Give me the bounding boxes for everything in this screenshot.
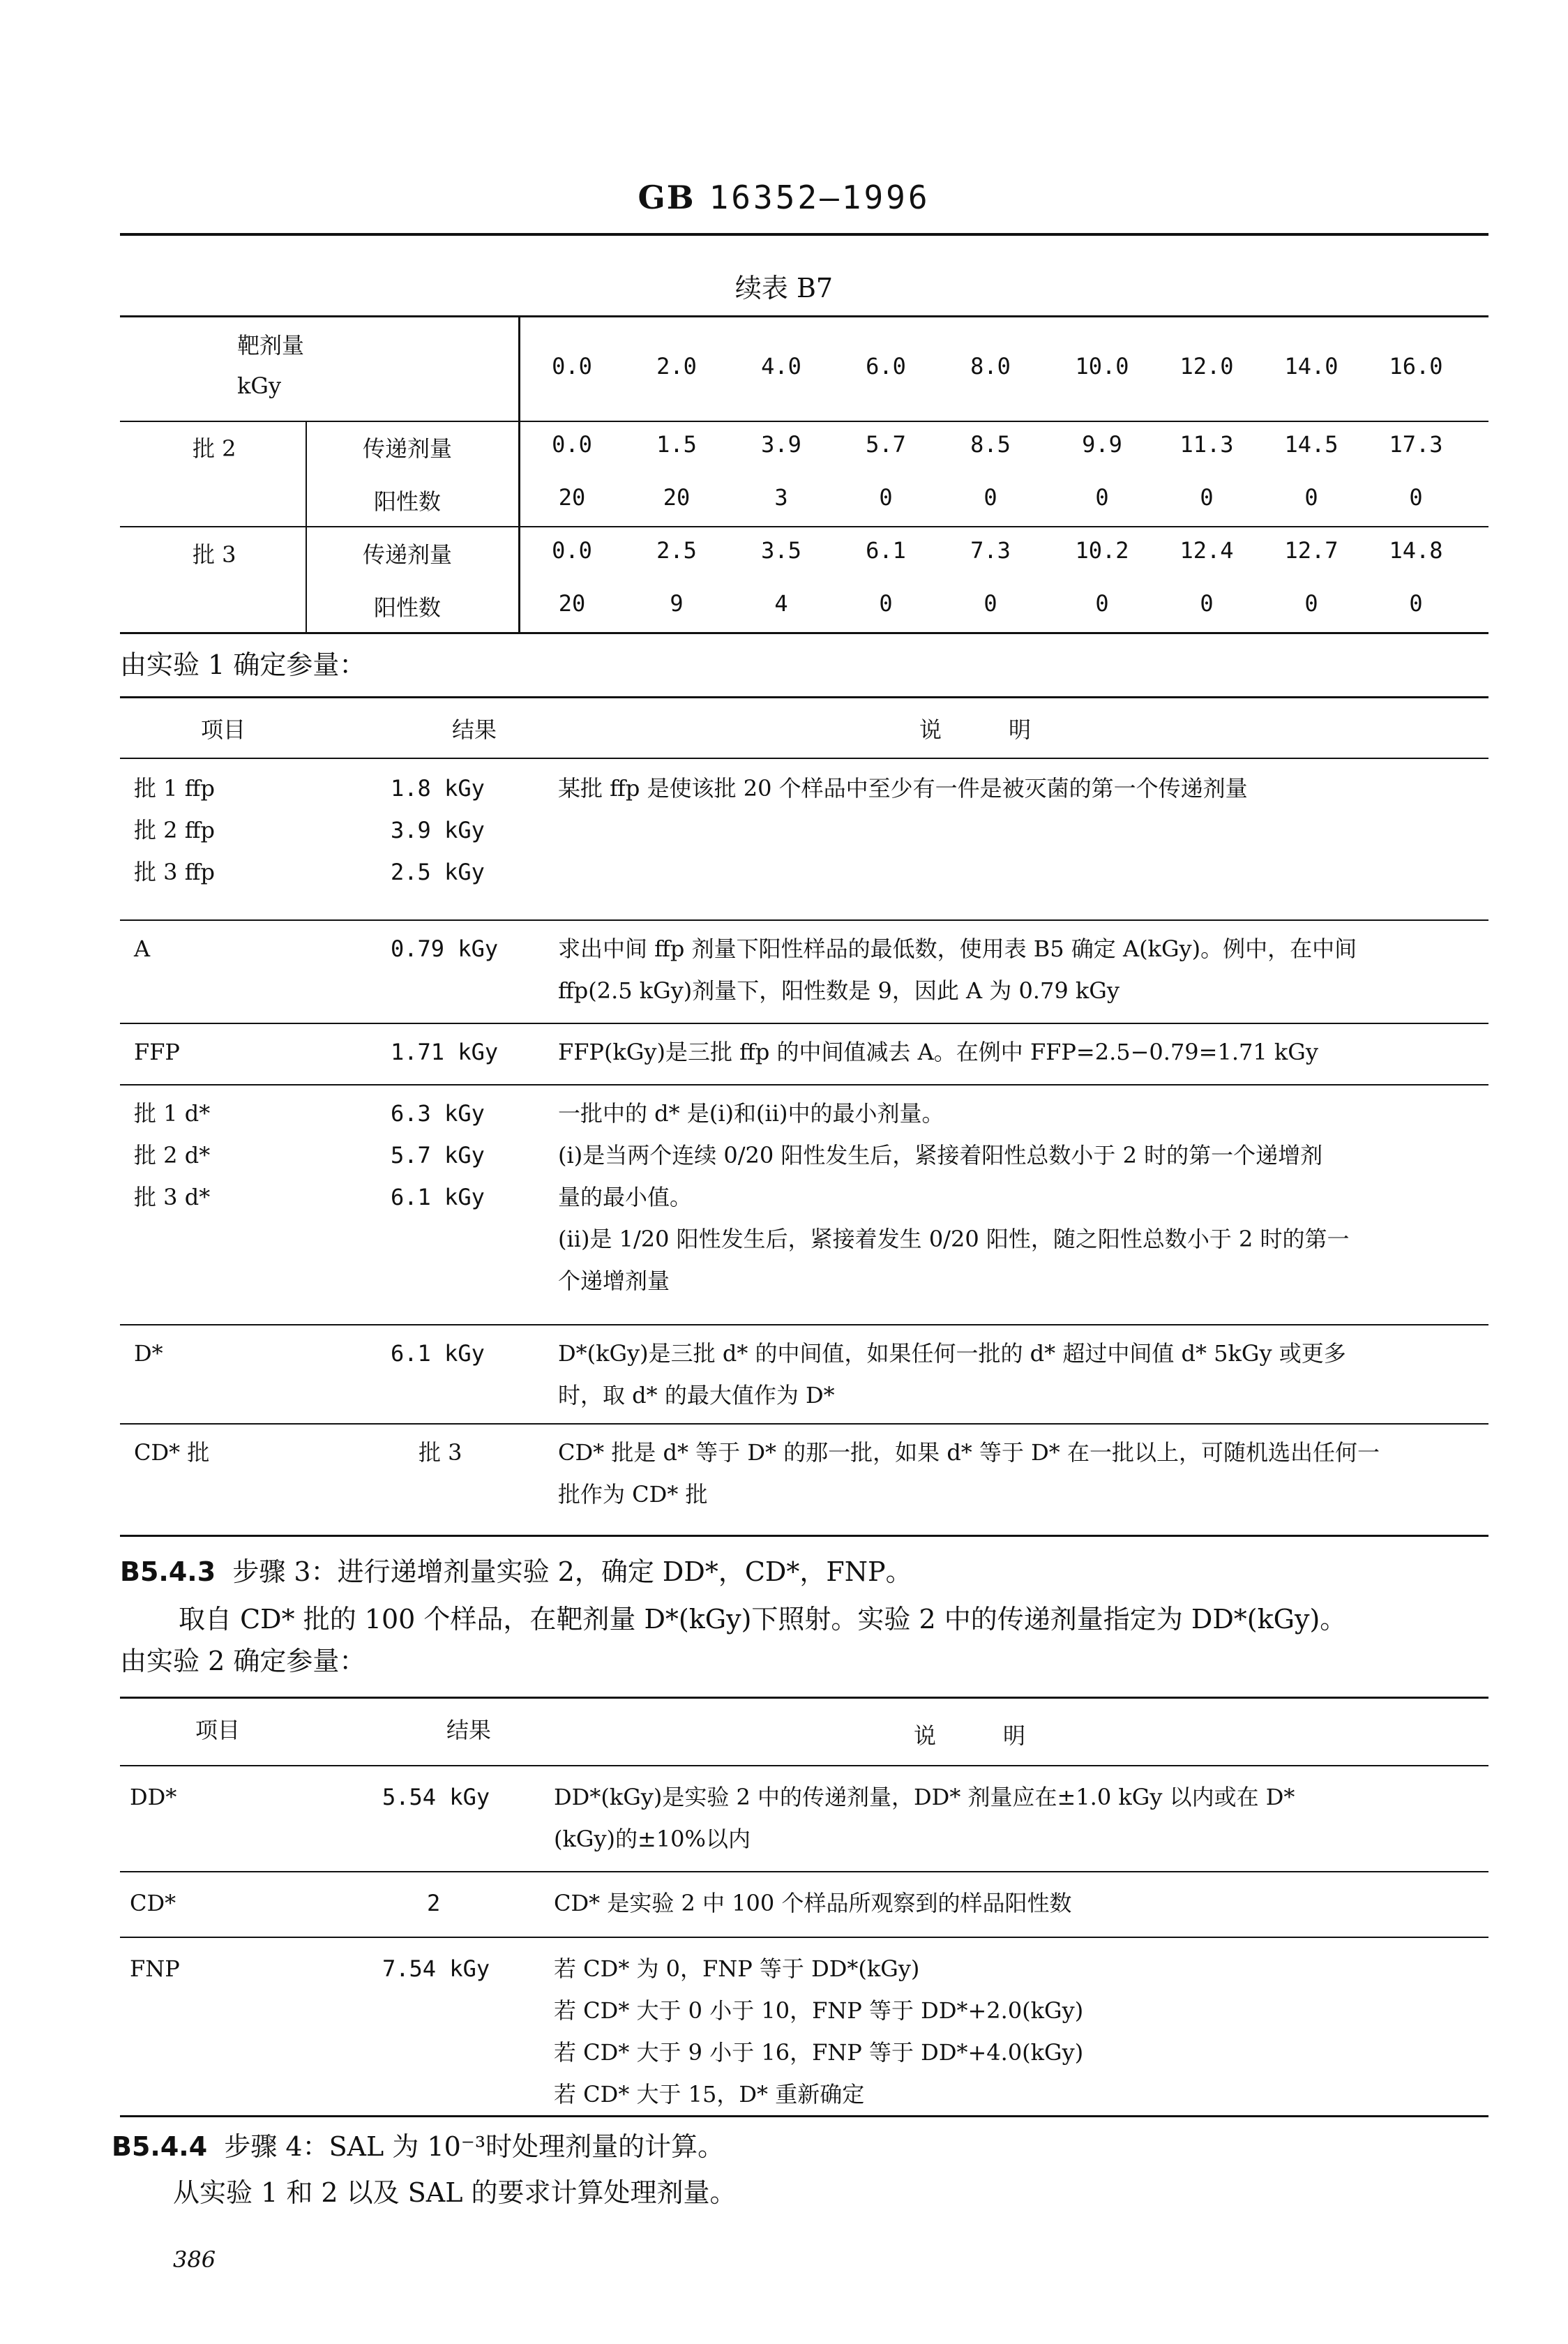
batch-label: 批 2 [193,435,236,462]
positive-count-value: 9 [670,590,684,617]
description-line: 若 CD* 大于 15，D* 重新确定 [554,2081,865,2108]
parameter-description [554,1882,1475,1924]
delivered-dose-value: 2.5 [656,537,697,564]
parameter-item: 批 3 d* [134,1184,211,1210]
delivered-dose-value: 3.5 [761,537,801,564]
target-dose-value: 8.0 [970,353,1011,380]
parameter-item: FNP [130,1955,180,1982]
description-line: 个递增剂量 [558,1268,670,1294]
target-dose-value: 14.0 [1284,353,1339,380]
step3-title: 步骤 3：进行递增剂量实验 2，确定 DD*，CD*，FNP。 [232,1556,912,1587]
positive-count-value: 3 [774,484,788,511]
delivered-dose-value: 8.5 [970,431,1011,458]
column-header-item: 项目 [195,1717,241,1743]
step3-paragraph: 取自 CD* 批的 100 个样品，在靶剂量 D*(kGy)下照射。实验 2 中的传递剂量指定为 DD*(kGy)。 [179,1604,1347,1635]
description-line: CD* 批是 d* 等于 D* 的那一批，如果 d* 等于 D* 在一批以上，可随机选出任何一 [558,1439,1380,1466]
target-dose-value: 2.0 [656,353,697,380]
delivered-dose-value: 7.3 [970,537,1011,564]
description-line: 求出中间 ffp 剂量下阳性样品的最低数，使用表 B5 确定 A(kGy)。例中，在中间 [558,936,1357,962]
table-rule [120,1697,1488,1699]
table-rule [120,315,1488,317]
positive-count-value: 0 [1200,590,1214,617]
parameter-item: 批 1 ffp [134,775,215,802]
target-dose-value: 10.0 [1075,353,1129,380]
description-line: 时，取 d* 的最大值作为 D* [558,1382,835,1408]
exp2-intro: 由实验 2 确定参量： [120,1646,366,1676]
section-number: B5.4.3 [120,1556,216,1587]
parameter-description [558,1092,1479,1302]
parameter-description [558,928,1479,1012]
parameter-result: 批 3 [419,1439,462,1466]
parameter-result: 1.8 kGy [391,775,485,802]
positive-count-value: 0 [1304,484,1318,511]
positive-count-value: 0 [1304,590,1318,617]
positive-count-value: 0 [1095,590,1109,617]
parameter-item: A [134,936,151,962]
target-dose-value: 4.0 [761,353,801,380]
parameter-description [554,1948,1475,2115]
delivered-dose-value: 14.8 [1389,537,1443,564]
parameter-result: 2 [427,1890,441,1916]
positive-count-value: 0 [1409,590,1423,617]
delivered-dose-value: 0.0 [552,431,592,458]
parameter-result: 2.5 kGy [391,859,485,885]
delivered-dose-value: 5.7 [866,431,906,458]
positive-count-value: 0 [879,590,893,617]
column-rule [518,315,520,633]
parameter-result: 6.1 kGy [391,1340,485,1367]
parameter-result: 1.71 kGy [391,1039,499,1065]
description-line: 批作为 CD* 批 [558,1481,708,1508]
batch-label: 批 3 [193,541,236,568]
header-rule [120,233,1488,236]
description-line: CD* 是实验 2 中 100 个样品所观察到的样品阳性数 [554,1890,1072,1916]
table-rule [120,526,1488,527]
parameter-item: 批 1 d* [134,1100,211,1127]
parameter-item: 批 2 d* [134,1142,211,1169]
delivered-dose-value: 3.9 [761,431,801,458]
description-line: (ii)是 1/20 阳性发生后，紧接着发生 0/20 阳性，随之阳性总数小于 2 时的第一 [558,1226,1350,1252]
table-rule [120,1765,1488,1766]
column-rule [306,421,307,633]
description-line: 一批中的 d* 是(i)和(ii)中的最小剂量。 [558,1100,944,1127]
parameter-description [558,767,1479,809]
delivered-dose-value: 17.3 [1389,431,1443,458]
table-rule [120,632,1488,634]
parameter-item: CD* 批 [134,1439,210,1466]
column-header-item: 项目 [201,716,246,743]
page-number: 386 [173,2246,216,2273]
description-line: 若 CD* 为 0，FNP 等于 DD*(kGy) [554,1955,920,1982]
step4-paragraph: 从实验 1 和 2 以及 SAL 的要求计算处理剂量。 [173,2177,737,2208]
table-rule [120,1535,1488,1537]
delivered-dose-value: 11.3 [1179,431,1234,458]
description-line: 某批 ffp 是使该批 20 个样品中至少有一件是被灭菌的第一个传递剂量 [558,775,1248,802]
table-rule [120,1084,1488,1085]
target-dose-value: 16.0 [1389,353,1443,380]
description-line: (i)是当两个连续 0/20 阳性发生后，紧接着阳性总数小于 2 时的第一个递增剂 [558,1142,1323,1169]
delivered-dose-value: 14.5 [1284,431,1339,458]
description-line: DD*(kGy)是实验 2 中的传递剂量，DD* 剂量应在±1.0 kGy 以内或在 D* [554,1784,1295,1810]
parameter-item: DD* [130,1784,177,1810]
table-rule [120,696,1488,698]
column-header-result: 结果 [446,1717,492,1743]
positive-count-value: 20 [558,590,586,617]
table-title: 续表 B7 [734,273,834,303]
exp1-intro: 由实验 1 确定参量： [120,649,366,680]
section-number: B5.4.4 [112,2131,208,2162]
step3-heading [120,1550,912,1588]
parameter-description [554,1776,1475,1860]
positive-count-value: 0 [983,590,997,617]
target-dose-unit: kGy [237,373,282,399]
table-rule [120,1937,1488,1938]
table-rule [120,1324,1488,1325]
description-line: 若 CD* 大于 9 小于 16，FNP 等于 DD*+4.0(kGy) [554,2039,1084,2066]
table-rule [120,421,1488,422]
row-label: 阳性数 [374,488,442,515]
table-rule [120,1871,1488,1872]
table-rule [120,758,1488,759]
parameter-description [558,1332,1479,1416]
parameter-result: 5.54 kGy [382,1784,490,1810]
parameter-item: D* [134,1340,163,1367]
delivered-dose-value: 12.4 [1179,537,1234,564]
parameter-result: 6.3 kGy [391,1100,485,1127]
table-rule [120,2115,1488,2117]
parameter-item: FFP [134,1039,180,1065]
positive-count-value: 20 [558,484,586,511]
table-rule [120,919,1488,921]
step4-heading [112,2125,724,2163]
description-line: D*(kGy)是三批 d* 的中间值，如果任何一批的 d* 超过中间值 d* 5kGy 或更多 [558,1340,1346,1367]
parameter-item: 批 2 ffp [134,817,215,843]
description-line: ffp(2.5 kGy)剂量下，阳性数是 9，因此 A 为 0.79 kGy [558,977,1120,1004]
row-label: 阳性数 [374,594,442,621]
row-label: 传递剂量 [363,541,453,568]
target-dose-value: 6.0 [866,353,906,380]
parameter-item: 批 3 ffp [134,859,215,885]
column-header-result: 结果 [452,716,497,743]
description-line: FFP(kGy)是三批 ffp 的中间值减去 A。在例中 FFP=2.5−0.79=1.71 kGy [558,1039,1318,1065]
positive-count-value: 4 [774,590,788,617]
positive-count-value: 20 [663,484,691,511]
description-line: 若 CD* 大于 0 小于 10，FNP 等于 DD*+2.0(kGy) [554,1997,1084,2024]
standard-prefix: GB [638,179,695,216]
parameter-result: 5.7 kGy [391,1142,485,1169]
standard-header [0,179,1568,216]
table-rule [120,1423,1488,1425]
parameter-description [558,1432,1479,1515]
target-dose-value: 0.0 [552,353,592,380]
parameter-result: 3.9 kGy [391,817,485,843]
description-line: 量的最小值。 [558,1184,693,1210]
positive-count-value: 0 [983,484,997,511]
positive-count-value: 0 [1409,484,1423,511]
parameter-item: CD* [130,1890,176,1916]
parameter-result: 0.79 kGy [391,936,499,962]
row-label: 传递剂量 [363,435,453,462]
delivered-dose-value: 6.1 [866,537,906,564]
column-header-description: 说 明 [919,716,1032,743]
parameter-result: 7.54 kGy [382,1955,490,1982]
delivered-dose-value: 9.9 [1082,431,1122,458]
delivered-dose-value: 1.5 [656,431,697,458]
positive-count-value: 0 [1095,484,1109,511]
column-header-description: 说 明 [914,1722,1026,1749]
positive-count-value: 0 [1200,484,1214,511]
target-dose-value: 12.0 [1179,353,1234,380]
standard-number: 16352—1996 [709,179,930,216]
target-dose-label: 靶剂量 [237,332,305,359]
delivered-dose-value: 12.7 [1284,537,1339,564]
parameter-description [558,1031,1479,1073]
parameter-result: 6.1 kGy [391,1184,485,1210]
delivered-dose-value: 0.0 [552,537,592,564]
positive-count-value: 0 [879,484,893,511]
step4-title: 步骤 4：SAL 为 10⁻³时处理剂量的计算。 [224,2131,725,2162]
description-line: (kGy)的±10%以内 [554,1826,751,1852]
table-rule [120,1023,1488,1024]
delivered-dose-value: 10.2 [1075,537,1129,564]
